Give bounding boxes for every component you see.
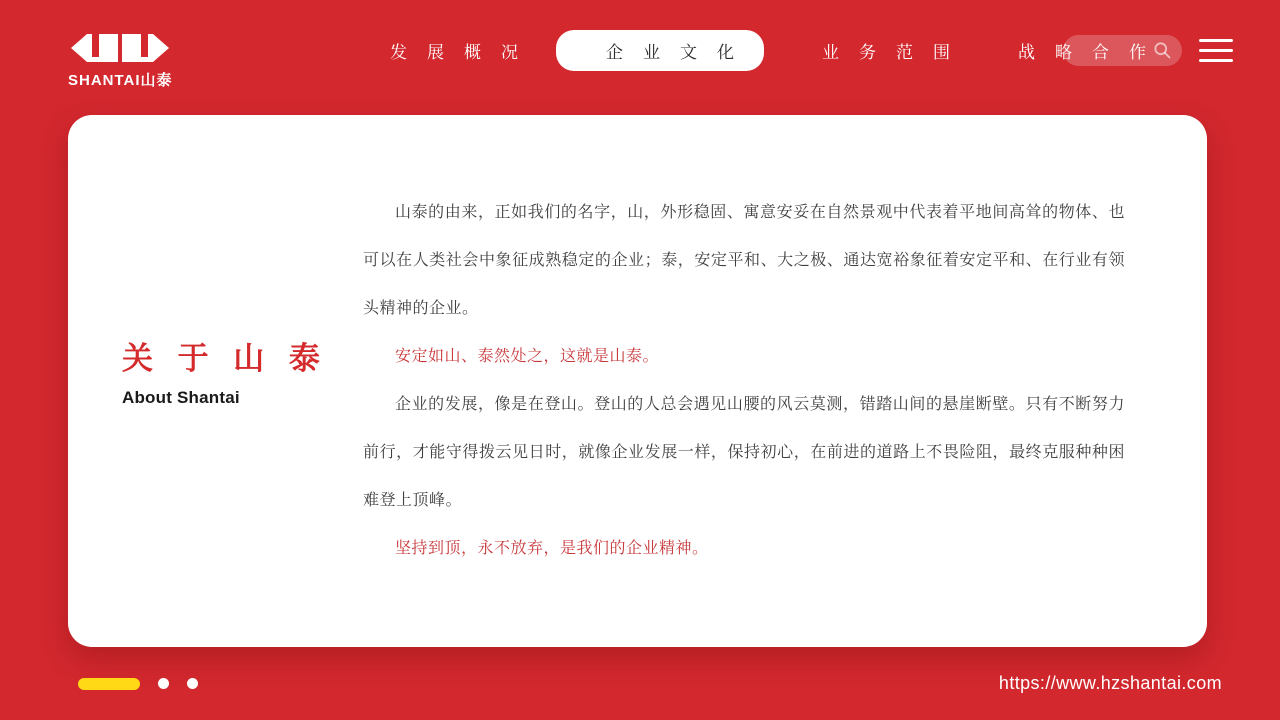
section-title-chinese: 关 于 山 泰: [122, 341, 328, 376]
paragraph-mountain-metaphor: 企业的发展，像是在登山。登山的人总会遇见山腰的风云莫测，错踏山间的悬崖断壁。只有不断努力前行，才能守得拨云见日时，就像企业发展一样，保持初心，在前进的道路上不畏险阻，最终克服种种困难登上顶峰。: [363, 396, 1125, 509]
page-indicator: [78, 647, 198, 720]
paragraph-slogan-2: 坚持到顶，永不放弃，是我们的企业精神。: [395, 540, 709, 557]
paragraph-origin: 山泰的由来，正如我们的名字，山，外形稳固、寓意安妥在自然景观中代表着平地间高耸的物体、也可以在人类社会中象征成熟稳定的企业；泰，安定平和、大之极、通达宽裕象征着安定平和、在行业有领头精神的企业。: [363, 204, 1125, 317]
page-indicator-active[interactable]: [78, 678, 140, 690]
main-nav: [346, 32, 1170, 68]
about-content-card: [68, 115, 1207, 647]
page-indicator-dot-2[interactable]: [158, 678, 169, 689]
nav-item-corporate-culture[interactable]: 企业文化: [556, 30, 764, 71]
nav-item-business-scope[interactable]: 业务范围: [822, 42, 970, 62]
shantai-arrows-logo-icon: [70, 30, 170, 66]
section-title-english: About Shantai: [122, 388, 240, 407]
search-input[interactable]: [1063, 35, 1182, 66]
nav-item-development-overview[interactable]: 发展概况: [390, 42, 538, 62]
page-indicator-dot-3[interactable]: [187, 678, 198, 689]
paragraph-slogan-1: 安定如山、泰然处之，这就是山泰。: [395, 348, 660, 365]
about-text-block: [363, 189, 1125, 573]
section-title-block: [122, 333, 328, 408]
hamburger-menu-icon[interactable]: [1199, 39, 1233, 62]
search-icon: [1152, 40, 1172, 60]
nav-item-strategic-cooperation[interactable]: 战略合作: [1018, 42, 1166, 62]
logo[interactable]: [68, 30, 172, 90]
logo-brand-text: SHANTAI山泰: [68, 72, 173, 89]
website-url[interactable]: https://www.hzshantai.com: [998, 673, 1222, 693]
footer-bar: [0, 647, 1280, 720]
top-navigation-bar: [0, 0, 1280, 100]
